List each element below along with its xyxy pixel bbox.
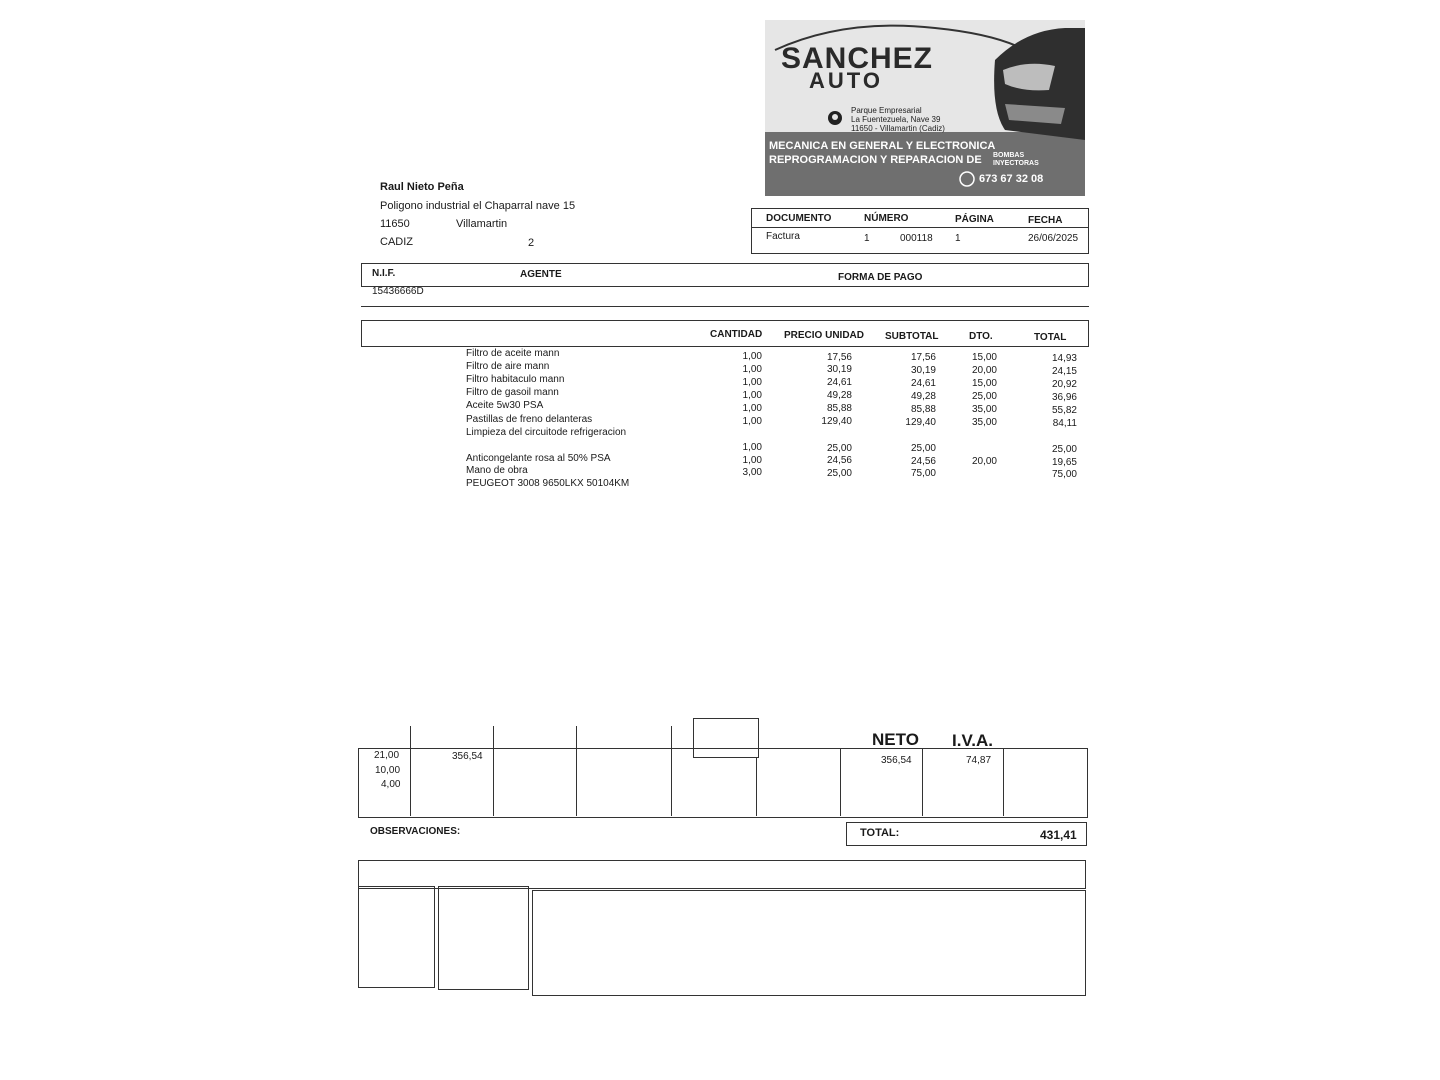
item-subtotal: 30,19 [910,365,936,376]
divider [671,726,672,816]
divider [361,306,1089,307]
item-discount: 15,00 [971,352,997,363]
item-quantity: 1,00 [742,403,762,414]
divider [840,748,841,816]
company-phone: 673 67 32 08 [979,173,1044,185]
document-page: 1 [955,233,961,244]
item-unit-price: 25,00 [826,468,852,479]
document-date: 26/06/2025 [1028,233,1079,244]
item-subtotal: 24,56 [910,456,936,467]
customer-province-code: 2 [528,237,535,249]
item-discount: 20,00 [971,456,997,467]
document-number: 000118 [900,233,933,244]
item-unit-price: 49,28 [826,390,852,401]
item-description: Filtro de gasoil mann [466,387,559,398]
iva-value: 74,87 [966,755,992,766]
customer-province: CADIZ [380,236,413,248]
item-subtotal: 25,00 [910,443,936,454]
item-discount: 25,00 [971,391,997,402]
item-quantity: 1,00 [742,455,762,466]
item-subtotal: 17,56 [910,352,936,363]
item-quantity: 1,00 [742,390,762,401]
item-subtotal: 129,40 [905,417,936,428]
divider [410,726,411,816]
item-subtotal: 49,28 [910,391,936,402]
address-line: La Fuentezuela, Nave 39 [851,115,941,124]
divider [493,726,494,816]
slogan-line3 [993,152,1039,168]
footer-box [532,890,1086,996]
item-description: Mano de obra [466,465,528,476]
footer-box [438,886,529,990]
col-cantidad: CANTIDAD [710,329,763,340]
slogan-word: BOMBAS [993,152,1025,159]
item-unit-price: 24,61 [826,377,852,388]
fecha-label: FECHA [1028,215,1063,226]
total-label: TOTAL: [860,827,900,839]
documento-label: DOCUMENTO [766,213,832,224]
iva-rate: 4,00 [381,779,401,790]
item-quantity: 1,00 [742,416,762,427]
item-total: 75,00 [1051,469,1077,480]
address-line: 11650 - Villamartin (Cadiz) [851,124,945,133]
col-precio-unidad: PRECIO UNIDAD [784,330,865,341]
item-unit-price: 129,40 [821,416,852,427]
item-quantity: 1,00 [742,364,762,375]
brand-line2: AUTO [809,68,883,93]
item-unit-price: 30,19 [826,364,852,375]
item-total: 25,00 [1051,444,1077,455]
item-description: Filtro habitaculo mann [466,374,565,385]
document-series: 1 [864,233,870,244]
item-discount: 15,00 [971,378,997,389]
forma-pago-label: FORMA DE PAGO [838,272,923,283]
slogan-line1: MECANICA EN GENERAL Y ELECTRONICA [769,140,996,152]
company-logo [765,20,1085,196]
col-total: TOTAL [1034,332,1067,343]
phone-icon [960,172,974,186]
item-total: 20,92 [1051,379,1077,390]
base-imponible: 356,54 [452,751,483,762]
slogan-line2: REPROGRAMACION Y REPARACION DE [769,154,982,166]
item-unit-price: 17,56 [826,352,852,363]
nif-value: 15436666D [372,286,424,297]
customer-city: Villamartin [456,218,508,230]
item-discount: 35,00 [971,404,997,415]
divider [922,748,923,816]
col-dto: DTO. [969,331,993,342]
nif-label: N.I.F. [372,268,396,279]
iva-rate: 10,00 [375,765,401,776]
customer-street: Poligono industrial el Chaparral nave 15 [380,200,576,212]
item-unit-price: 85,88 [826,403,852,414]
divider [1003,748,1004,816]
item-subtotal: 24,61 [910,378,936,389]
item-quantity: 3,00 [742,467,762,478]
item-total: 19,65 [1051,457,1077,468]
item-description: Pastillas de freno delanteras [466,414,593,425]
pagina-label: PÁGINA [955,214,994,225]
customer-postal-code: 11650 [380,218,410,230]
item-description: Aceite 5w30 PSA [466,400,544,411]
item-unit-price: 24,56 [826,455,852,466]
neto-value: 356,54 [881,755,912,766]
customer-name: Raul Nieto Peña [380,181,464,193]
numero-label: NÚMERO [864,213,909,224]
iva-label: I.V.A. [952,731,993,750]
item-description: Limpieza del circuitode refrigeracion [466,427,627,438]
neto-label: NETO [872,730,919,749]
item-unit-price: 25,00 [826,443,852,454]
item-description: Filtro de aire mann [466,361,550,372]
item-total: 55,82 [1051,405,1077,416]
nif-header-box [361,263,1089,287]
item-discount: 35,00 [971,417,997,428]
document-type: Factura [766,231,800,242]
brand-line1: SANCHEZ [781,42,934,75]
iva-rate: 21,00 [374,750,400,761]
item-total: 84,11 [1052,418,1077,429]
vehicle-info: PEUGEOT 3008 9650LKX 50104KM [466,478,630,489]
slogan-word: INYECTORAS [993,160,1039,167]
total-value: 431,41 [1040,828,1077,842]
footer-box [358,886,435,988]
item-description: Anticongelante rosa al 50% PSA [466,453,611,464]
divider [576,726,577,816]
company-address [851,106,945,133]
item-total: 14,93 [1051,353,1077,364]
divider [756,758,757,816]
item-quantity: 1,00 [742,377,762,388]
col-subtotal: SUBTOTAL [885,331,939,342]
address-line: Parque Empresarial [851,106,922,115]
observaciones-label: OBSERVACIONES: [370,826,461,837]
item-quantity: 1,00 [742,351,762,362]
divider [751,227,1089,228]
item-total: 24,15 [1051,366,1077,377]
item-discount: 20,00 [971,365,997,376]
item-quantity: 1,00 [742,442,762,453]
item-subtotal: 85,88 [910,404,936,415]
item-subtotal: 75,00 [910,468,936,479]
item-description: Filtro de aceite mann [466,348,560,359]
item-total: 36,96 [1051,392,1077,403]
footer-bar [358,860,1086,889]
agente-label: AGENTE [520,269,562,280]
